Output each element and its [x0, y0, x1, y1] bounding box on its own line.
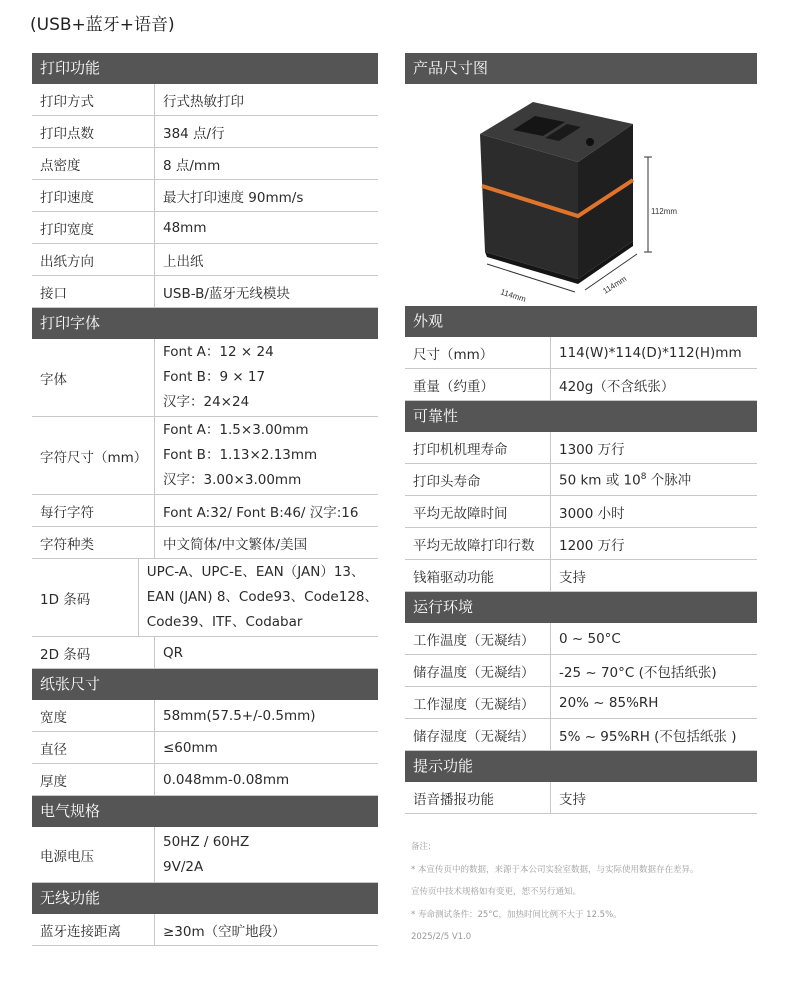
spec-label: 打印方式 — [32, 84, 155, 115]
printer-product-image — [405, 84, 757, 306]
product-image-area — [405, 84, 757, 306]
spec-value: 114(W)*114(D)*112(H)mm — [559, 344, 742, 361]
spec-value: 420g（不含纸张） — [559, 378, 675, 395]
section-header-reliability: 可靠性 — [405, 401, 757, 432]
spec-label: 尺寸（mm） — [405, 337, 551, 368]
spec-label: 打印机机理寿命 — [405, 432, 551, 463]
spec-row-bluetooth-range — [32, 914, 378, 946]
head-life-exponent: 8 — [640, 472, 647, 483]
spec-label: 字符种类 — [32, 527, 155, 558]
spec-label: 1D 条码 — [32, 559, 139, 636]
spec-value: 1200 万行 — [559, 537, 625, 554]
spec-label: 工作湿度（无凝结） — [405, 687, 551, 718]
footnote-version: 2025/2/5 V1.0 — [411, 932, 472, 942]
spec-row-2d-barcode — [32, 637, 378, 669]
spec-value-line: UPC-A、UPC-E、EAN（JAN）13、 — [146, 564, 365, 580]
spec-label: 接口 — [32, 276, 155, 307]
spec-value: 3000 小时 — [559, 505, 625, 522]
spec-label: 每行字符 — [32, 495, 155, 526]
spec-row-font — [32, 339, 378, 417]
dimension-depth-label: 114mm — [499, 287, 527, 304]
spec-label: 打印头寿命 — [405, 464, 551, 495]
spec-label: 字体 — [32, 339, 155, 416]
spec-row-mcbf — [405, 528, 757, 560]
spec-value: 支持 — [559, 569, 586, 586]
spec-row-mechanism-life — [405, 432, 757, 464]
spec-label: 电源电压 — [32, 827, 155, 882]
spec-value: ≥30m（空旷地段） — [163, 923, 286, 940]
spec-row-voice-broadcast — [405, 782, 757, 814]
spec-row-paper-thickness — [32, 764, 378, 796]
spec-label: 储存温度（无凝结） — [405, 655, 551, 686]
spec-value: ≤60mm — [163, 739, 218, 756]
spec-row-size — [405, 337, 757, 369]
spec-row-char-size — [32, 417, 378, 495]
spec-row-print-width — [32, 212, 378, 244]
spec-row-charset — [32, 527, 378, 559]
spec-value — [551, 464, 691, 495]
footnote-line: 备注: — [411, 842, 431, 852]
spec-value: -25 ~ 70°C (不包括纸张) — [559, 664, 717, 681]
spec-row-paper-width — [32, 700, 378, 732]
spec-row-storage-humidity — [405, 719, 757, 751]
section-header-print-font: 打印字体 — [32, 308, 378, 339]
spec-value: 0 ~ 50°C — [559, 630, 621, 647]
spec-row-paper-diameter — [32, 732, 378, 764]
spec-value: QR — [163, 644, 184, 661]
footnote-line: * 本宣传页中的数据，来源于本公司实验室数据，与实际使用数据存在差异。 — [411, 864, 699, 875]
spec-value-line: 汉字：3.00×3.00mm — [163, 472, 302, 488]
spec-value-line: Code39、ITF、Codabar — [146, 614, 303, 630]
section-header-appearance: 外观 — [405, 306, 757, 337]
spec-row-head-life — [405, 464, 757, 496]
left-spec-column — [32, 53, 378, 946]
spec-label: 蓝牙连接距离 — [32, 914, 155, 945]
right-spec-column — [405, 53, 757, 949]
spec-value: 0.048mm-0.08mm — [163, 771, 290, 788]
spec-label: 储存湿度（无凝结） — [405, 719, 551, 750]
spec-label: 字符尺寸（mm） — [32, 417, 155, 494]
spec-value: 上出纸 — [163, 253, 204, 270]
spec-row-dot-density — [32, 148, 378, 180]
spec-value — [139, 559, 378, 636]
spec-value: Font A:32/ Font B:46/ 汉字:16 — [163, 504, 359, 521]
spec-row-operating-temp — [405, 623, 757, 655]
spec-label: 出纸方向 — [32, 244, 155, 275]
spec-value-line: 50HZ / 60HZ — [163, 833, 250, 850]
spec-row-paper-exit — [32, 244, 378, 276]
spec-label: 重量（约重） — [405, 369, 551, 400]
spec-value — [155, 417, 317, 494]
spec-label: 2D 条码 — [32, 637, 155, 668]
spec-row-cash-drawer — [405, 560, 757, 592]
spec-value-line: 9V/2A — [163, 858, 204, 875]
footnote-line: * 寿命测试条件：25°C，加热时间比例不大于 12.5%。 — [411, 909, 622, 920]
spec-value: USB-B/蓝牙无线模块 — [163, 285, 290, 302]
spec-value: 20% ~ 85%RH — [559, 694, 659, 711]
head-life-distance: 50 km 或 10 — [559, 472, 641, 489]
spec-label: 打印宽度 — [32, 212, 155, 243]
spec-row-mtbf — [405, 496, 757, 528]
spec-row-print-dots — [32, 116, 378, 148]
spec-value: 1300 万行 — [559, 441, 625, 458]
dimension-height-label: 112mm — [651, 207, 678, 216]
spec-value: 384 点/行 — [163, 125, 225, 142]
spec-label: 平均无故障打印行数 — [405, 528, 551, 559]
spec-value: 行式热敏打印 — [163, 93, 244, 110]
section-header-paper-size: 纸张尺寸 — [32, 669, 378, 700]
spec-value-line: Font A：12 × 24 — [163, 344, 274, 360]
spec-row-weight — [405, 369, 757, 401]
spec-value-line: EAN (JAN) 8、Code93、Code128、 — [146, 589, 378, 605]
section-header-print-function: 打印功能 — [32, 53, 378, 84]
spec-value: 8 点/mm — [163, 157, 221, 174]
spec-row-print-method — [32, 84, 378, 116]
spec-value: 中文简体/中文繁体/美国 — [163, 536, 308, 553]
spec-label: 直径 — [32, 732, 155, 763]
spec-value: 58mm(57.5+/-0.5mm) — [163, 707, 316, 724]
spec-label: 点密度 — [32, 148, 155, 179]
spec-row-1d-barcode — [32, 559, 378, 637]
spec-label: 打印速度 — [32, 180, 155, 211]
spec-value-line — [559, 465, 691, 494]
spec-value: 支持 — [559, 791, 586, 808]
spec-value — [155, 827, 249, 882]
section-header-environment: 运行环境 — [405, 592, 757, 623]
footnotes — [405, 836, 757, 949]
spec-value — [155, 339, 274, 416]
spec-label: 厚度 — [32, 764, 155, 795]
spec-value-line: Font B：1.13×2.13mm — [163, 447, 318, 463]
spec-label: 平均无故障时间 — [405, 496, 551, 527]
spec-value: 48mm — [163, 219, 207, 236]
spec-row-operating-humidity — [405, 687, 757, 719]
spec-label: 工作温度（无凝结） — [405, 623, 551, 654]
spec-value-line: Font A：1.5×3.00mm — [163, 422, 309, 438]
head-life-unit: 个脉冲 — [646, 472, 692, 489]
section-header-product-dimensions: 产品尺寸图 — [405, 53, 757, 84]
spec-label: 打印点数 — [32, 116, 155, 147]
dimension-width-label: 114mm — [601, 274, 629, 296]
spec-value: 最大打印速度 90mm/s — [163, 189, 304, 206]
spec-row-power-voltage — [32, 827, 378, 883]
spec-label: 钱箱驱动功能 — [405, 560, 551, 591]
page-title: (USB+蓝牙+语音) — [30, 15, 175, 35]
section-header-electrical: 电气规格 — [32, 796, 378, 827]
spec-value-line: Font B：9 × 17 — [163, 369, 266, 385]
spec-label: 宽度 — [32, 700, 155, 731]
section-header-prompt: 提示功能 — [405, 751, 757, 782]
footnote-line: 宣传页中技术规格如有变更，恕不另行通知。 — [411, 887, 582, 897]
spec-row-chars-per-line — [32, 495, 378, 527]
spec-label: 语音播报功能 — [405, 782, 551, 813]
spec-value-line: 汉字：24×24 — [163, 394, 250, 410]
spec-row-print-speed — [32, 180, 378, 212]
spec-value: 5% ~ 95%RH (不包括纸张 ) — [559, 728, 737, 745]
spec-row-interface — [32, 276, 378, 308]
section-header-wireless: 无线功能 — [32, 883, 378, 914]
spec-row-storage-temp — [405, 655, 757, 687]
